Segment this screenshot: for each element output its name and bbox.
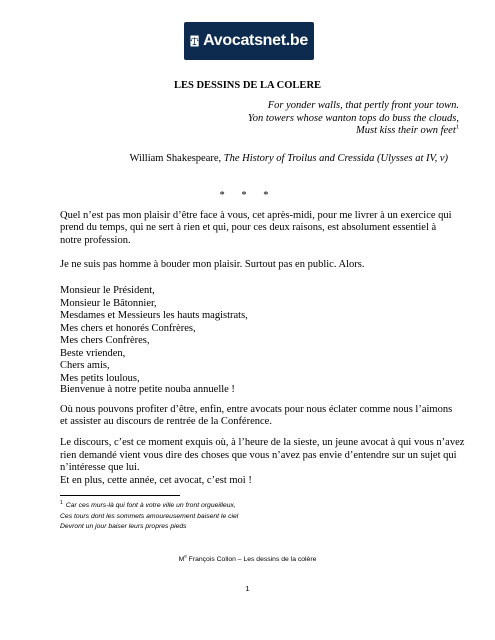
- greeting-line: Monsieur le Bâtonnier,: [60, 297, 157, 309]
- paragraph-discours-line: n’intéresse que lui.: [60, 462, 140, 473]
- epigraph-line-2: Yon towers whose wanton tops do buss the clouds,: [247, 112, 459, 124]
- paragraph-discours-line: rien demandé vient vous dire des choses que vous n’avez pas envie d’entendre sur un sujet qui: [60, 449, 457, 461]
- footnote-ref: 1: [455, 123, 459, 131]
- paragraph-ou: Où nous pouvons profiter d’être, enfin, entre avocats pour nous éclater comme nous l’aimons et assister au discours de rentrée de la Conférence.: [60, 404, 453, 428]
- page-number: 1: [245, 584, 250, 593]
- avocatsnet-logo: [184, 22, 314, 60]
- footer-sup: e: [184, 553, 187, 559]
- epigraph-line-3-text: Must kiss their own feet: [356, 125, 456, 136]
- paragraph-bienvenue: Bienvenue à notre petite nouba annuelle !: [60, 384, 235, 395]
- footnote-line-3: Devront un jour baiser leurs propres pieds: [60, 523, 187, 530]
- logo-text: Avocatsnet.be: [203, 32, 308, 49]
- greeting-line: Mesdames et Messieurs les hauts magistrats,: [60, 310, 248, 321]
- citation-work: The History of Troilus and Cressida (Ulysses at IV, v): [223, 153, 448, 164]
- greeting-line: Mes petits loulous,: [60, 372, 140, 384]
- greeting-line: Mes chers et honorés Confrères,: [60, 322, 196, 334]
- document-title: LES DESSINS DE LA COLERE: [173, 80, 322, 91]
- footnote-mark: 1: [60, 499, 63, 506]
- footnote-separator: [60, 495, 180, 496]
- greeting-line: Beste vrienden,: [60, 347, 126, 359]
- greeting-line: Mes chers Confrères,: [60, 335, 150, 346]
- paragraph-plaisir: Je ne suis pas homme à bouder mon plaisir. Surtout pas en public. Alors.: [60, 259, 365, 270]
- page-footer: [0, 553, 495, 563]
- footnote-line-1-text: Car ces murs-là qui font à votre ville un front orgueilleux,: [65, 502, 236, 509]
- footnote-line-1: [60, 499, 236, 509]
- scales-of-justice-icon: [190, 28, 199, 54]
- citation: [129, 153, 448, 164]
- footnote-line-2: Ces tours dont les sommets amoureusement baisent le ciel: [60, 513, 239, 520]
- paragraph-discours-line: Le discours, c’est ce moment exquis où, à l’heure de la sieste, un jeune avocat à qui vous n’avez: [60, 437, 465, 448]
- paragraph-intro: Quel n’est pas mon plaisir d’être face à vous, cet après-midi, pour me livrer à un exercice qui prend du temps, qui ne sert à rien et qui, pour ces deux raisons, est absolument essentiel à notre profession.: [60, 210, 452, 246]
- epigraph-line-1: For yonder walls, that pertly front your town.: [267, 100, 459, 111]
- section-separator: * * *: [219, 190, 276, 201]
- epigraph-line-3: [356, 125, 459, 138]
- greeting-line: Monsieur le Président,: [60, 285, 155, 296]
- footer-prefix: M: [178, 556, 185, 563]
- footer-text: François Collon – Les dessins de la colère: [186, 556, 317, 563]
- paragraph-discours-line: Et en plus, cette année, cet avocat, c’est moi !: [60, 474, 252, 486]
- greeting-line: Chers amis,: [60, 360, 110, 371]
- citation-author: William Shakespeare,: [129, 153, 224, 164]
